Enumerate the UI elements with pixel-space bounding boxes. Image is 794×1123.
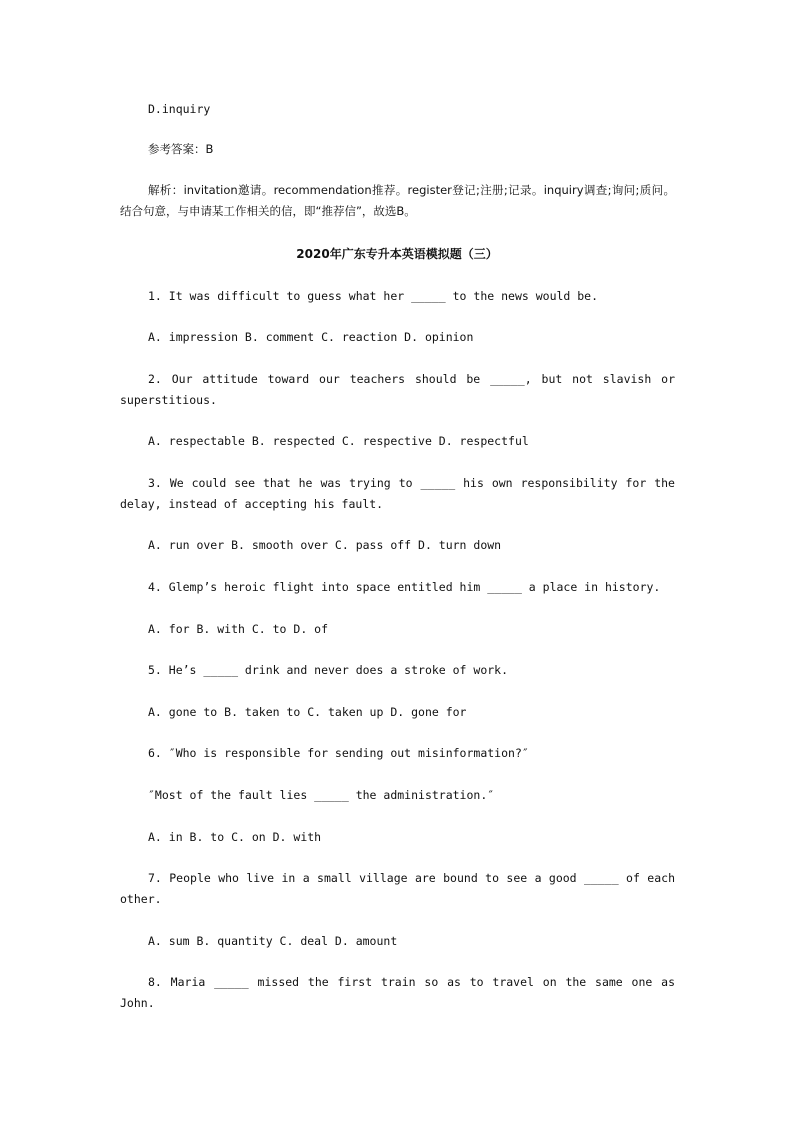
explanation-text: 解析：invitation邀请。recommendation推荐。register登记;注册;记录。inquiry调查;询问;质问。结合句意，与申请某工作相关的信，即“推荐信”，故选B。: [120, 183, 675, 218]
prev-answer: 参考答案：B: [148, 142, 214, 156]
question-5-options: A. gone to B. taken to C. taken up D. gone for: [148, 705, 467, 719]
section-title: 2020年广东专升本英语模拟题（三）: [296, 247, 498, 261]
prev-option-d: D.inquiry: [148, 102, 211, 116]
question-4-stem: 4. Glemp’s heroic flight into space entitled him _____ a place in history.: [148, 580, 661, 594]
question-7-stem: [120, 868, 675, 910]
prev-explanation: [120, 180, 675, 222]
question-8-stem: [120, 972, 675, 1014]
question-5-stem: 5. He’s _____ drink and never does a stroke of work.: [148, 663, 509, 677]
question-2-options: A. respectable B. respected C. respective D. respectful: [148, 434, 529, 448]
question-6-stem: 6. ″Who is responsible for sending out misinformation?″: [148, 746, 529, 760]
question-2-stem: [120, 369, 675, 411]
question-3-stem: [120, 473, 675, 515]
question-3-options: A. run over B. smooth over C. pass off D. turn down: [148, 538, 502, 552]
question-1-options: A. impression B. comment C. reaction D. opinion: [148, 330, 474, 344]
question-7-options: A. sum B. quantity C. deal D. amount: [148, 934, 398, 948]
question-6-reply: ″Most of the fault lies _____ the administration.″: [148, 788, 495, 802]
question-8-text: 8. Maria _____ missed the first train so as to travel on the same one as John.: [120, 975, 675, 1010]
question-4-options: A. for B. with C. to D. of: [148, 622, 329, 636]
question-7-text: 7. People who live in a small village are bound to see a good _____ of each other.: [120, 871, 675, 906]
question-6-options: A. in B. to C. on D. with: [148, 830, 322, 844]
question-3-text: 3. We could see that he was trying to _____ his own responsibility for the delay, instead of accepting his fault.: [120, 476, 675, 511]
question-1-stem: 1. It was difficult to guess what her _____ to the news would be.: [148, 289, 599, 303]
question-2-text: 2. Our attitude toward our teachers should be _____, but not slavish or superstitious.: [120, 372, 675, 407]
